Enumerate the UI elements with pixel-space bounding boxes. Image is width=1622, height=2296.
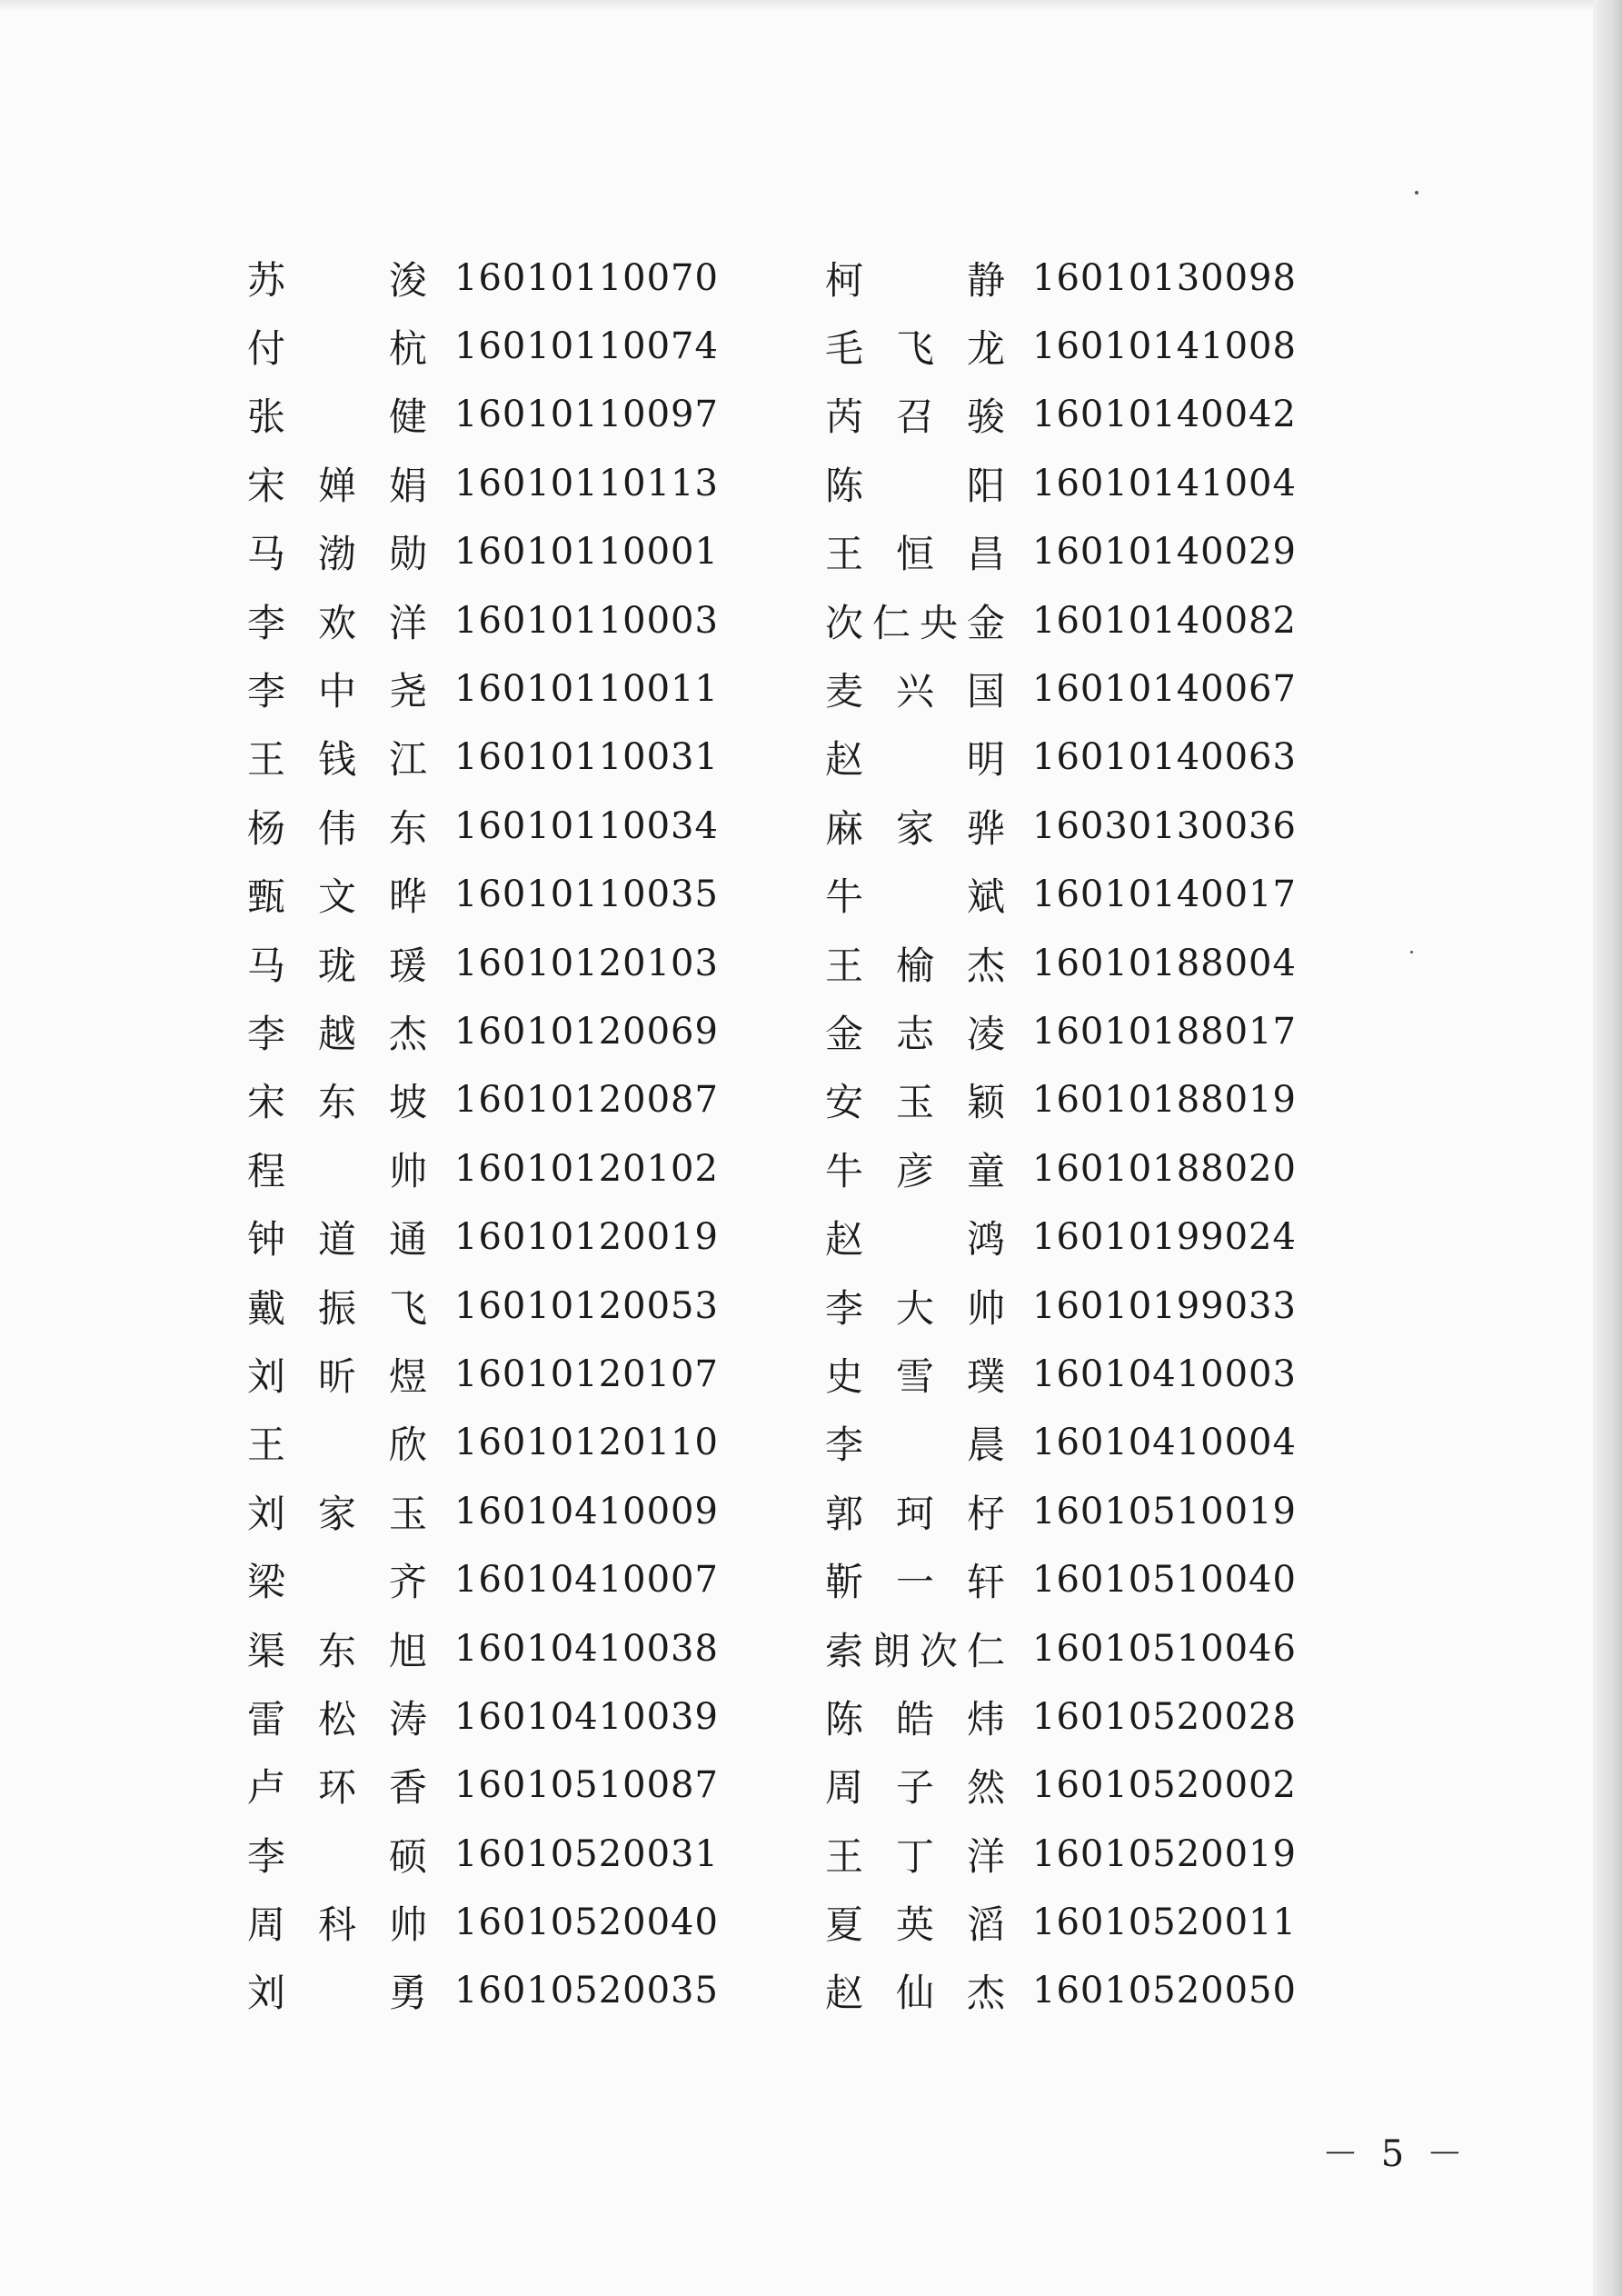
list-item (825, 1682, 1297, 1751)
student-id: 16010110035 (454, 873, 719, 916)
student-id: 16010188017 (1032, 1010, 1297, 1053)
student-name: 靳 一 轩 (825, 1560, 1005, 1605)
student-name: 李 晨 (825, 1423, 1005, 1468)
student-name: 芮 召 骏 (825, 394, 1005, 440)
list-item (247, 1545, 719, 1613)
student-id: 16010130098 (1032, 256, 1297, 299)
student-id: 16010110097 (454, 394, 719, 436)
student-name: 马 珑 瑗 (247, 943, 427, 988)
student-id: 16010120069 (454, 1010, 719, 1053)
student-id: 16010140042 (1032, 394, 1297, 436)
student-name: 戴 振 飞 (247, 1285, 427, 1331)
student-name: 赵 鸿 (825, 1217, 1005, 1263)
student-name: 陈 皓 炜 (825, 1696, 1005, 1742)
list-item (825, 1134, 1297, 1203)
student-id: 16010410004 (1032, 1422, 1297, 1464)
student-name: 付 杭 (247, 326, 427, 372)
list-item (247, 1957, 719, 2025)
student-name: 梁 齐 (247, 1560, 427, 1605)
list-item (247, 449, 719, 517)
student-id: 16010520028 (1032, 1695, 1297, 1738)
student-id: 16010110070 (454, 256, 719, 299)
student-id: 16010520031 (454, 1832, 719, 1875)
student-name: 牛 彦 童 (825, 1148, 1005, 1193)
student-name: 张 健 (247, 394, 427, 440)
student-id: 16010120087 (454, 1079, 719, 1122)
student-name: 甄 文 晔 (247, 874, 427, 920)
student-id: 16010120103 (454, 942, 719, 984)
student-name: 宋 东 坡 (247, 1080, 427, 1125)
list-item (247, 1682, 719, 1751)
list-item (247, 1614, 719, 1682)
list-item (825, 929, 1297, 997)
student-name: 程 帅 (247, 1148, 427, 1193)
student-name: 李 大 帅 (825, 1285, 1005, 1331)
student-id: 16010140029 (1032, 531, 1297, 574)
student-id: 16010520019 (1032, 1832, 1297, 1875)
list-item (825, 1409, 1297, 1477)
list-item (825, 1477, 1297, 1545)
student-name: 郭 珂 杍 (825, 1491, 1005, 1536)
student-id: 16010510087 (454, 1764, 719, 1807)
scan-speck (1415, 191, 1418, 195)
student-id: 16010520011 (1032, 1902, 1297, 1944)
student-id: 16010110031 (454, 736, 719, 779)
list-item (825, 1340, 1297, 1408)
list-item (825, 312, 1297, 380)
student-name: 王 丁 洋 (825, 1833, 1005, 1879)
list-item (247, 1066, 719, 1134)
student-id: 16010188019 (1032, 1079, 1297, 1122)
list-item (247, 654, 719, 723)
student-id: 16010199033 (1032, 1284, 1297, 1327)
student-name: 苏 浚 (247, 257, 427, 303)
student-name: 刘 家 玉 (247, 1491, 427, 1536)
student-id: 16010120102 (454, 1147, 719, 1190)
student-id: 16010110003 (454, 599, 719, 642)
student-id: 16010120107 (454, 1353, 719, 1395)
student-id: 16010140017 (1032, 873, 1297, 916)
student-id: 16010199024 (1032, 1216, 1297, 1259)
student-id: 16010110074 (454, 325, 719, 368)
student-id: 16010110011 (454, 668, 719, 711)
list-item (247, 1752, 719, 1820)
student-name: 麻 家 骅 (825, 805, 1005, 851)
list-item (247, 381, 719, 449)
list-item (247, 312, 719, 380)
student-name: 次 仁 央 金 (825, 600, 1005, 645)
list-item (247, 244, 719, 312)
list-item (825, 861, 1297, 929)
student-name: 周 科 帅 (247, 1902, 427, 1948)
student-name: 刘 昕 煜 (247, 1353, 427, 1399)
list-item (247, 1820, 719, 1888)
list-item (825, 518, 1297, 586)
list-item (247, 518, 719, 586)
student-name: 索 朗 次 仁 (825, 1628, 1005, 1673)
list-item (825, 654, 1297, 723)
student-id: 16010520002 (1032, 1764, 1297, 1807)
student-id: 16010410009 (454, 1490, 719, 1532)
list-item (247, 1340, 719, 1408)
student-id: 16010110034 (454, 804, 719, 847)
student-id: 16010120053 (454, 1284, 719, 1327)
list-item (825, 1752, 1297, 1820)
list-item (247, 1272, 719, 1340)
student-id: 16010140063 (1032, 736, 1297, 779)
student-name: 王 钱 江 (247, 737, 427, 783)
student-name: 毛 飞 龙 (825, 326, 1005, 372)
list-item (247, 724, 719, 792)
student-id: 16010188020 (1032, 1147, 1297, 1190)
list-item (247, 1409, 719, 1477)
student-name: 金 志 凌 (825, 1011, 1005, 1056)
list-item (825, 1888, 1297, 1956)
list-item (825, 244, 1297, 312)
student-name: 杨 伟 东 (247, 805, 427, 851)
list-item (825, 1203, 1297, 1271)
student-id: 16010110001 (454, 531, 719, 574)
list-item (825, 1066, 1297, 1134)
student-name: 王 欣 (247, 1423, 427, 1468)
student-name: 安 玉 颖 (825, 1080, 1005, 1125)
student-name: 王 恒 昌 (825, 532, 1005, 577)
student-id: 16010140082 (1032, 599, 1297, 642)
student-id: 16010520040 (454, 1902, 719, 1944)
student-id: 16010520035 (454, 1970, 719, 2012)
student-id: 16010510046 (1032, 1627, 1297, 1670)
scan-edge (1593, 0, 1622, 2296)
list-item (825, 381, 1297, 449)
list-item (825, 997, 1297, 1065)
student-id: 16010141008 (1032, 325, 1297, 368)
left-name-column (247, 244, 719, 2025)
student-id: 16010141004 (1032, 462, 1297, 504)
student-id: 16010410003 (1032, 1353, 1297, 1395)
student-id: 16010110113 (454, 462, 719, 504)
student-name: 柯 静 (825, 257, 1005, 303)
student-name: 夏 英 滔 (825, 1902, 1005, 1948)
student-name: 周 子 然 (825, 1765, 1005, 1811)
list-item (247, 929, 719, 997)
student-id: 16010410007 (454, 1559, 719, 1602)
student-name: 卢 环 香 (247, 1765, 427, 1811)
student-name: 刘 勇 (247, 1971, 427, 2016)
list-item (825, 1820, 1297, 1888)
student-id: 16010510019 (1032, 1490, 1297, 1532)
student-name: 李 欢 洋 (247, 600, 427, 645)
student-id: 16010120110 (454, 1422, 719, 1464)
student-name: 史 雪 璞 (825, 1353, 1005, 1399)
list-item (825, 724, 1297, 792)
list-item (247, 586, 719, 654)
student-name: 马 渤 勋 (247, 532, 427, 577)
list-item (825, 1614, 1297, 1682)
student-name: 麦 兴 国 (825, 669, 1005, 714)
list-item (247, 997, 719, 1065)
student-name: 钟 道 通 (247, 1217, 427, 1263)
student-id: 16030130036 (1032, 804, 1297, 847)
student-id: 16010410038 (454, 1627, 719, 1670)
list-item (825, 1957, 1297, 2025)
list-item (825, 1272, 1297, 1340)
student-name: 宋 婵 娟 (247, 463, 427, 508)
scan-speck (1410, 951, 1413, 953)
student-id: 16010520050 (1032, 1970, 1297, 2012)
student-name: 李 硕 (247, 1833, 427, 1879)
list-item (247, 1134, 719, 1203)
list-item (247, 861, 719, 929)
list-item (825, 792, 1297, 860)
list-item (825, 586, 1297, 654)
student-name: 李 越 杰 (247, 1011, 427, 1056)
student-name: 王 榆 杰 (825, 943, 1005, 988)
list-item (247, 1477, 719, 1545)
student-id: 16010188004 (1032, 942, 1297, 984)
student-name: 赵 明 (825, 737, 1005, 783)
right-name-column (825, 244, 1297, 2025)
list-item (825, 449, 1297, 517)
student-name: 陈 阳 (825, 463, 1005, 508)
student-name: 李 中 尧 (247, 669, 427, 714)
student-id: 16010140067 (1032, 668, 1297, 711)
student-name: 渠 东 旭 (247, 1628, 427, 1673)
list-item (247, 1888, 719, 1956)
list-item (247, 792, 719, 860)
student-name: 雷 松 涛 (247, 1696, 427, 1742)
page-number: － 5 － (1322, 2133, 1468, 2175)
student-name: 赵 仙 杰 (825, 1971, 1005, 2016)
scan-shadow (0, 0, 1622, 11)
student-name: 牛 斌 (825, 874, 1005, 920)
list-item (825, 1545, 1297, 1613)
list-item (247, 1203, 719, 1271)
student-id: 16010120019 (454, 1216, 719, 1259)
student-id: 16010510040 (1032, 1559, 1297, 1602)
student-id: 16010410039 (454, 1695, 719, 1738)
